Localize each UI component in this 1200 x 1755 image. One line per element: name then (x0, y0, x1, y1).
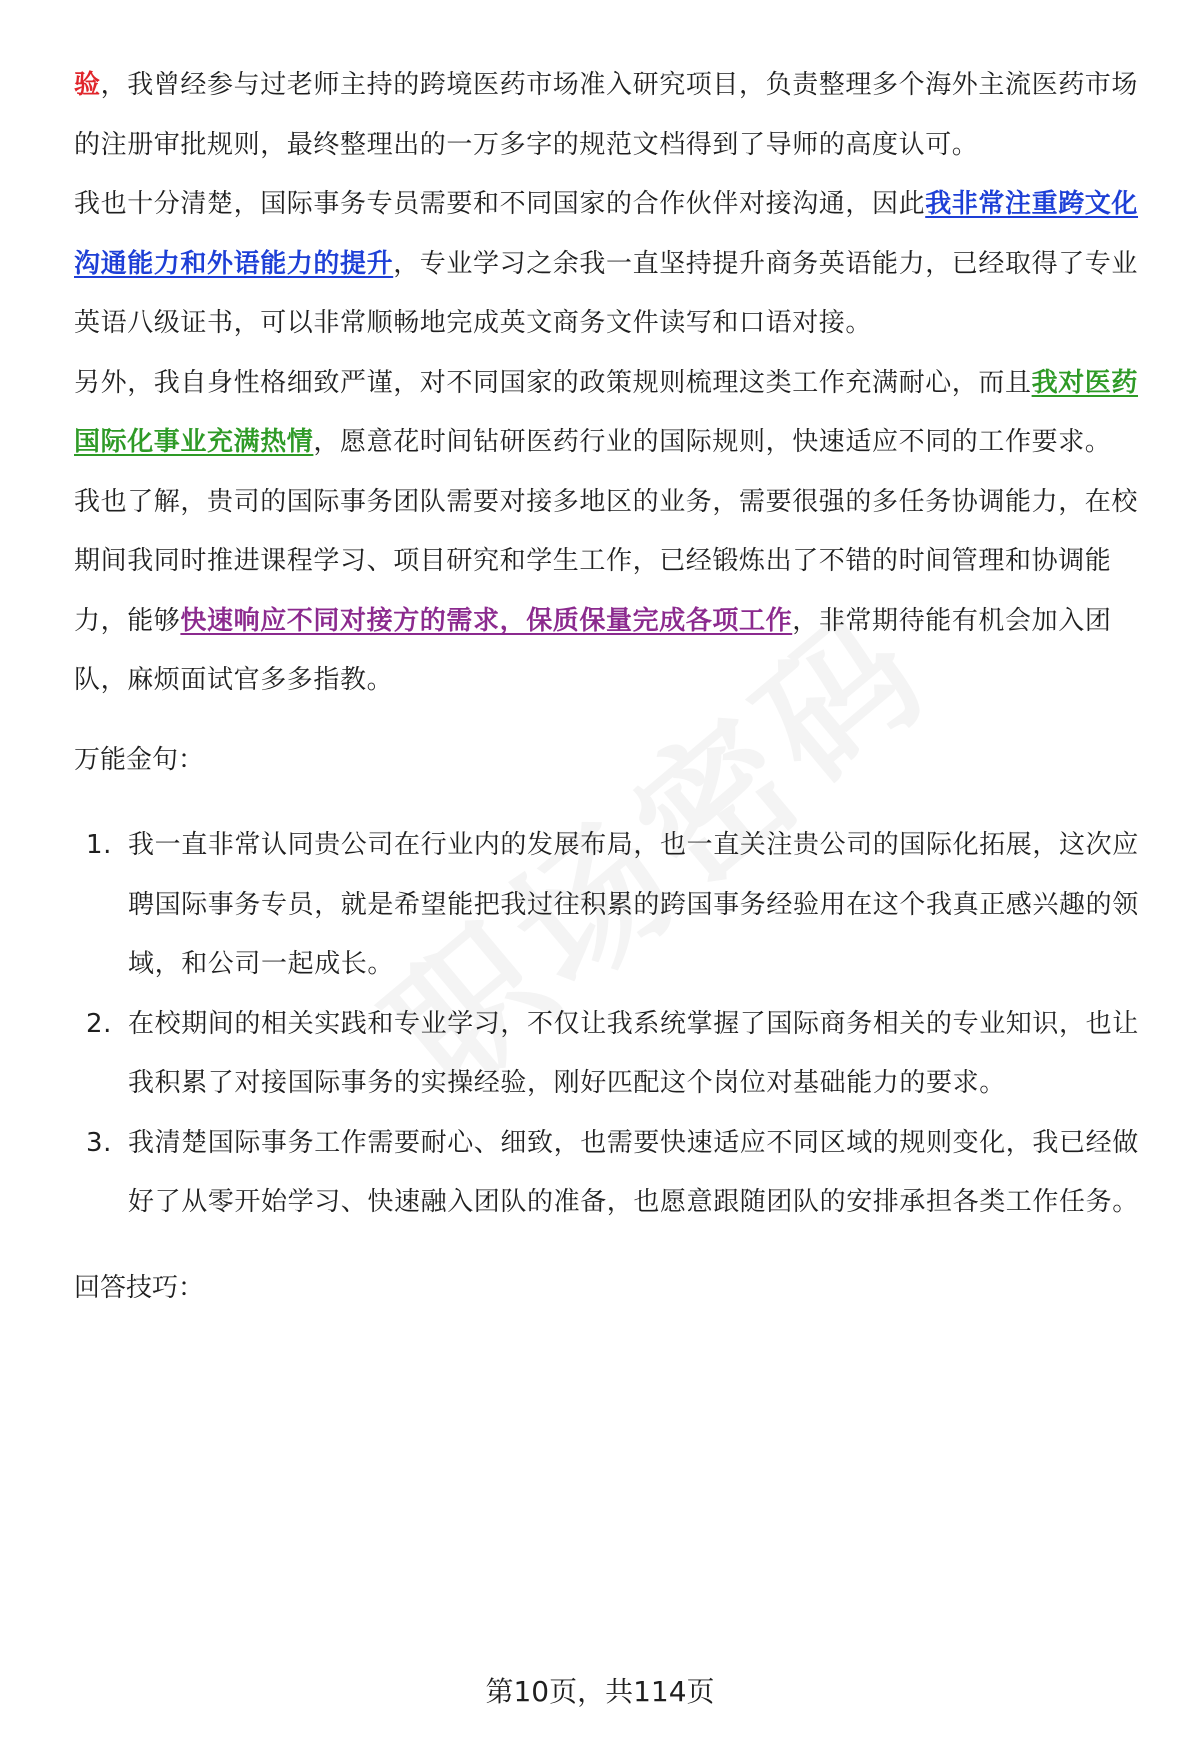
list-item-text: 我一直非常认同贵公司在行业内的发展布局，也一直关注贵公司的国际化拓展，这次应聘国际事务专员，就是希望能把我过往积累的跨国事务经验用在这个我真正感兴趣的领域，和公司一起成长。 (128, 830, 1139, 979)
list-number: 2. (86, 1008, 113, 1039)
paragraph-experience (74, 56, 1146, 175)
list-item (74, 816, 1146, 995)
paragraph-text: 另外，我自身性格细致严谨，对不同国家的政策规则梳理这类工作充满耐心，而且 (74, 367, 1032, 398)
list-item (74, 995, 1146, 1114)
list-number: 3. (86, 1127, 113, 1158)
paragraph-text: ，专业学习之余我一直坚持提升商务英语能力，已经取得了专业英语八级证书，可以非常顺畅地完成英文商务文件读写和口语对接。 (74, 248, 1139, 338)
highlight-red: 验 (74, 70, 101, 100)
document-body (74, 56, 1146, 1318)
tips-label: 回答技巧： (74, 1272, 205, 1303)
paragraph-text: 我也十分清楚，国际事务专员需要和不同国家的合作伙伴对接沟通，因此 (74, 189, 926, 219)
paragraph-text: ，非常期待能有机会加入团队，麻烦面试官多多指教。 (74, 605, 1112, 695)
highlight-green: 我对医药国际化事业充满热情 (74, 367, 1139, 457)
paragraph-teamwork (74, 473, 1146, 711)
golden-sentences-label: 万能金句： (74, 744, 205, 775)
paragraph-text: ，愿意花时间钻研医药行业的国际规则，快速适应不同的工作要求。 (313, 427, 1112, 457)
paragraph-communication (74, 175, 1146, 354)
list-item (74, 1114, 1146, 1233)
highlight-blue: 我非常注重跨文化沟通能力和外语能力的提升 (74, 189, 1139, 279)
paragraph-personality (74, 354, 1146, 473)
paragraph-text: 我也了解，贵司的国际事务团队需要对接多地区的业务，需要很强的多任务协调能力，在校期间我同时推进课程学习、项目研究和学生工作，已经锻炼出了不错的时间管理和协调能力，能够 (74, 486, 1139, 636)
paragraph-text: ，我曾经参与过老师主持的跨境医药市场准入研究项目，负责整理多个海外主流医药市场的注册审批规则，最终整理出的一万多字的规范文档得到了导师的高度认可。 (74, 70, 1139, 160)
list-item-text: 在校期间的相关实践和专业学习，不仅让我系统掌握了国际商务相关的专业知识，也让我积累了对接国际事务的实操经验，刚好匹配这个岗位对基础能力的要求。 (128, 1008, 1139, 1098)
list-number: 1. (86, 830, 113, 860)
page-footer: 第10页，共114页 (485, 1675, 715, 1708)
highlight-purple: 快速响应不同对接方的需求，保质保量完成各项工作 (180, 605, 793, 636)
golden-sentences-list (74, 816, 1146, 1233)
list-item-text: 我清楚国际事务工作需要耐心、细致，也需要快速适应不同区域的规则变化，我已经做好了从零开始学习、快速融入团队的准备，也愿意跟随团队的安排承担各类工作任务。 (128, 1127, 1139, 1217)
